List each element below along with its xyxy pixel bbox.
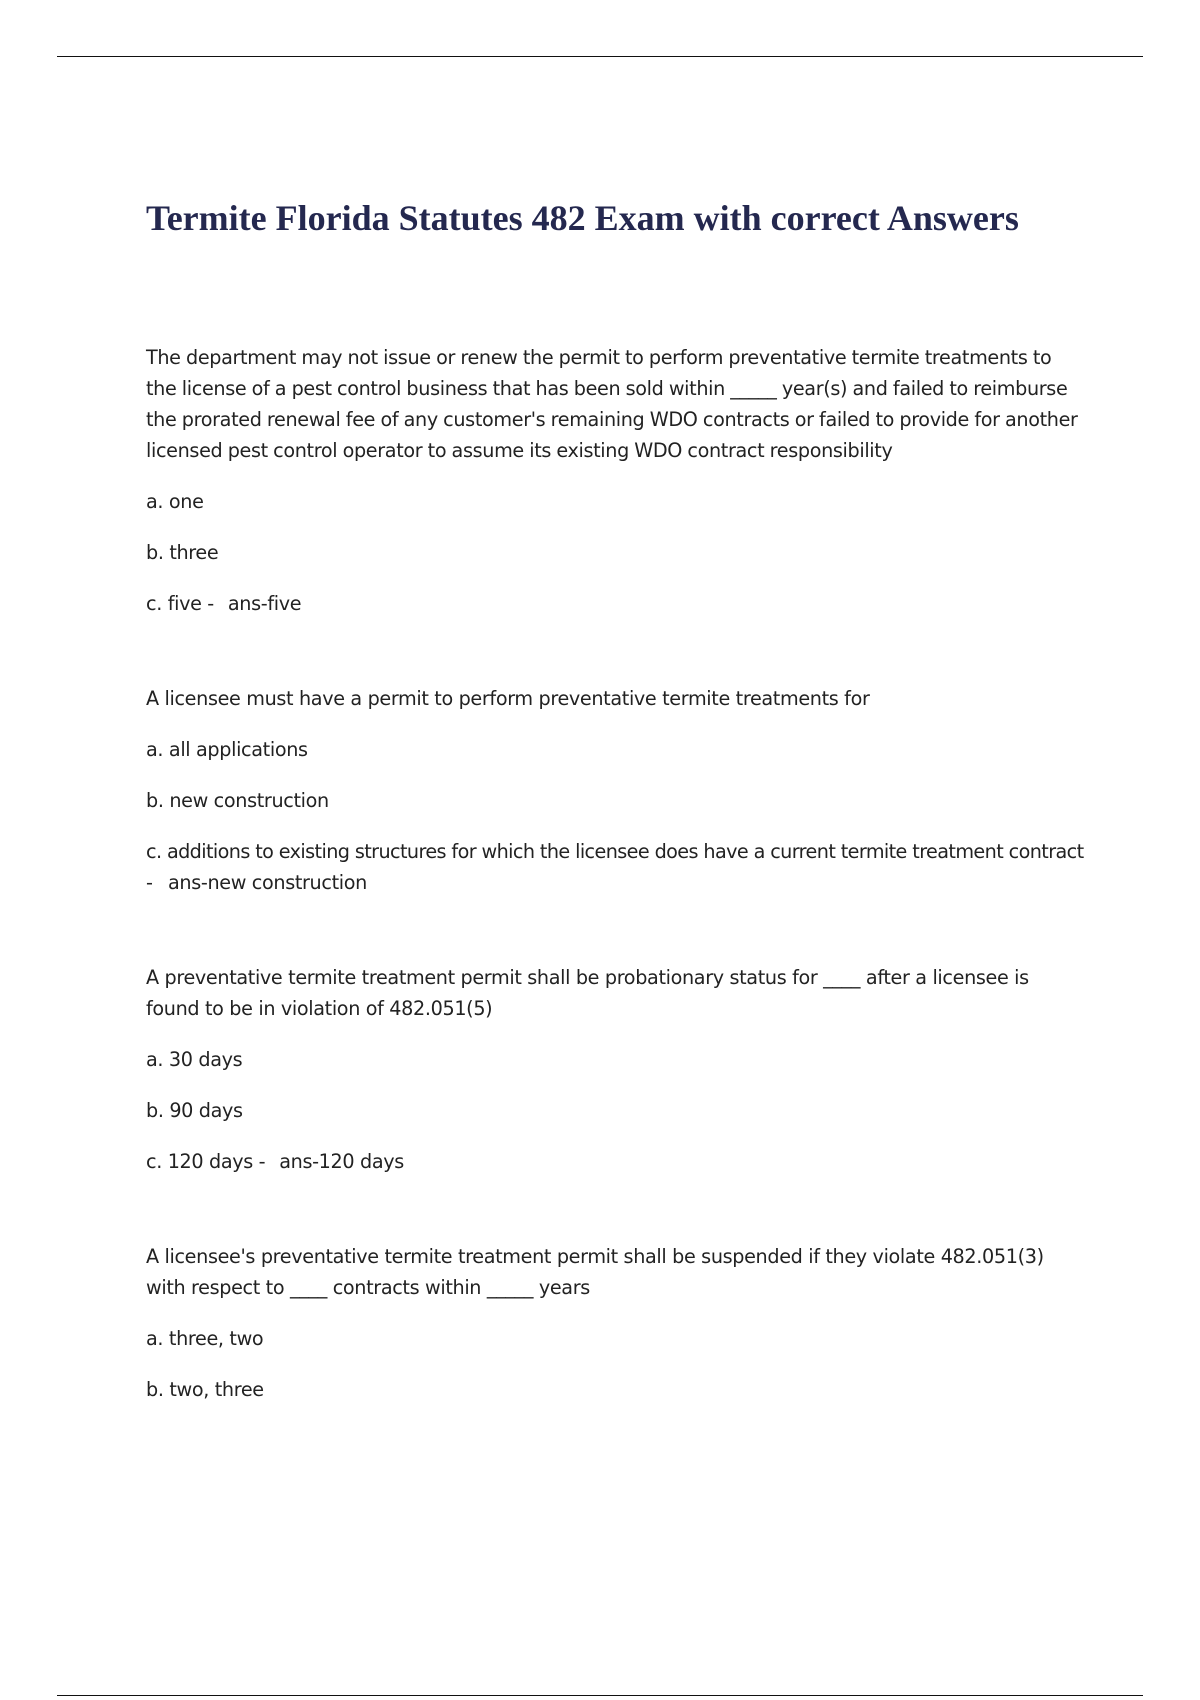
header-rule: [57, 56, 1143, 57]
option-c: [146, 588, 1086, 619]
option-c-text: c. additions to existing structures for which the licensee does have a current termite treatment contract: [146, 840, 1084, 863]
option-c-text: c. five -: [146, 592, 214, 615]
question-text: A licensee must have a permit to perform preventative termite treatments for: [146, 687, 870, 710]
option-a: a. one: [146, 490, 204, 513]
option-b: b. two, three: [146, 1378, 264, 1401]
question-text: A preventative termite treatment permit shall be probationary status for ____ after a licensee is found to be in violation of 482.051(5): [146, 966, 1029, 1020]
question-2: [146, 683, 1086, 898]
question-list: [146, 342, 1086, 1469]
question-3: [146, 962, 1086, 1177]
answer-text: ans-120 days: [279, 1150, 404, 1173]
option-b: b. new construction: [146, 789, 329, 812]
answer-dash: -: [146, 871, 153, 894]
question-1: [146, 342, 1086, 619]
option-a: a. three, two: [146, 1327, 264, 1350]
footer-rule: [57, 1695, 1143, 1696]
answer-line: [146, 867, 1086, 898]
option-b: b. 90 days: [146, 1099, 243, 1122]
option-a: a. all applications: [146, 738, 308, 761]
answer-text: ans-new construction: [168, 871, 367, 894]
option-c: [146, 836, 1086, 898]
page-title: Termite Florida Statutes 482 Exam with correct Answers: [146, 198, 1019, 238]
question-text: A licensee's preventative termite treatment permit shall be suspended if they violate 482.051(3) with respect to ____ contracts within _____ years: [146, 1245, 1044, 1299]
option-b: b. three: [146, 541, 219, 564]
question-text: The department may not issue or renew the permit to perform preventative termite treatments to the license of a pest control business that has been sold within _____ year(s) and failed to reimburse the prorated renewal fee of any customer's remaining WDO contracts or failed to provide for another licensed pest control operator to assume its existing WDO contract responsibility: [146, 346, 1078, 462]
option-c: [146, 1146, 1086, 1177]
option-c-text: c. 120 days -: [146, 1150, 266, 1173]
answer-text: ans-five: [227, 592, 302, 615]
option-a: a. 30 days: [146, 1048, 243, 1071]
question-4: [146, 1241, 1086, 1405]
